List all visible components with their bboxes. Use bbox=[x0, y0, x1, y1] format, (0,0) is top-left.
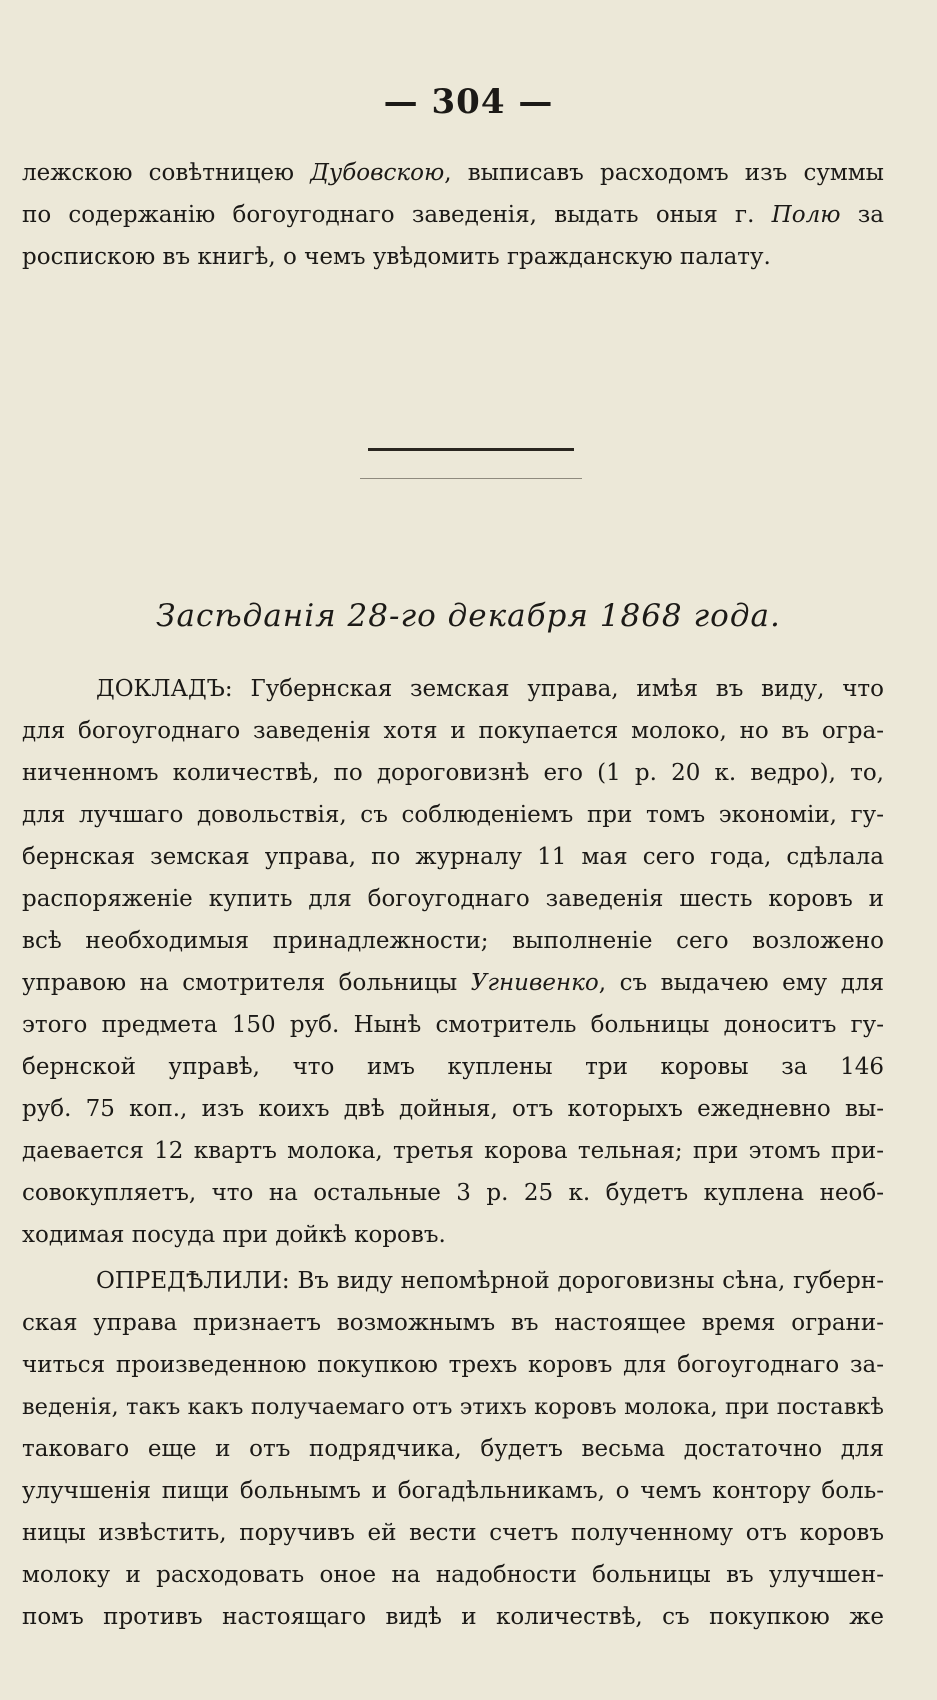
text-line bbox=[22, 1260, 884, 1302]
text-run: по содержанію богоугоднаго заведенія, выдать оныя г. bbox=[22, 202, 772, 228]
text-line bbox=[22, 668, 884, 710]
text-line bbox=[22, 1172, 884, 1214]
italic-name: Дубовскою bbox=[310, 160, 445, 186]
text-line bbox=[22, 1214, 884, 1256]
text-run: молоку и расходовать оное на надобности больницы въ улучшен- bbox=[22, 1562, 884, 1588]
text-line bbox=[22, 1004, 884, 1046]
preceding-text bbox=[22, 152, 884, 278]
text-line bbox=[22, 1088, 884, 1130]
text-line bbox=[22, 710, 884, 752]
text-line bbox=[22, 1470, 884, 1512]
text-line bbox=[22, 836, 884, 878]
text-line bbox=[22, 1344, 884, 1386]
text-line bbox=[22, 152, 884, 194]
text-run: бернской управѣ, что имъ куплены три коровы за 146 bbox=[22, 1054, 884, 1080]
text-line bbox=[22, 1386, 884, 1428]
section-divider-thin bbox=[360, 478, 582, 479]
text-run: этого предмета 150 руб. Нынѣ смотритель больницы доноситъ гу- bbox=[22, 1012, 884, 1038]
text-run: бернская земская управа, по журналу 11 мая сего года, сдѣлала bbox=[22, 844, 884, 870]
text-run: ОПРЕДѢЛИЛИ: Въ виду непомѣрной дороговизны сѣна, губерн- bbox=[96, 1268, 884, 1294]
text-run: , съ выдачею ему для bbox=[598, 970, 884, 996]
text-line bbox=[22, 236, 884, 278]
text-run: для богоугоднаго заведенія хотя и покупается молоко, но въ огра- bbox=[22, 718, 884, 744]
text-run: ская управа признаетъ возможнымъ въ настоящее время ограни- bbox=[22, 1310, 884, 1336]
text-run: за bbox=[840, 202, 884, 228]
text-run: совокупляетъ, что на остальные 3 р. 25 к. будетъ куплена необ- bbox=[22, 1180, 884, 1206]
italic-name: Угнивенко bbox=[470, 970, 599, 996]
text-run: роспискою въ книгѣ, о чемъ увѣдомить гражданскую палату. bbox=[22, 244, 771, 270]
text-run: веденія, такъ какъ получаемаго отъ этихъ коровъ молока, при поставкѣ bbox=[22, 1394, 884, 1420]
text-line bbox=[22, 752, 884, 794]
session-title: Засѣданія 28-го декабря 1868 года. bbox=[156, 598, 781, 634]
text-run: управою на смотрителя больницы bbox=[22, 970, 471, 996]
text-run: ниченномъ количествѣ, по дороговизнѣ его (1 р. 20 к. ведро), то, bbox=[22, 760, 884, 786]
text-run: ДОКЛАДЪ: Губернская земская управа, имѣя въ виду, что bbox=[96, 676, 884, 702]
text-run: всѣ необходимыя принадлежности; выполненіе сего возложено bbox=[22, 928, 884, 954]
text-run: помъ противъ настоящаго видѣ и количествѣ, съ покупкою же bbox=[22, 1604, 884, 1630]
text-line bbox=[22, 1428, 884, 1470]
text-run: даевается 12 квартъ молока, третья корова тельная; при этомъ при- bbox=[22, 1138, 884, 1164]
text-line bbox=[22, 920, 884, 962]
page-number: — 304 — bbox=[383, 82, 554, 122]
text-line bbox=[22, 1046, 884, 1088]
text-line bbox=[22, 1512, 884, 1554]
text-line bbox=[22, 878, 884, 920]
text-run: ницы извѣстить, поручивъ ей вести счетъ полученному отъ коровъ bbox=[22, 1520, 884, 1546]
text-line bbox=[22, 1130, 884, 1172]
text-line bbox=[22, 1596, 884, 1638]
report-paragraph bbox=[22, 668, 884, 1256]
text-run: распоряженіе купить для богоугоднаго заведенія шесть коровъ и bbox=[22, 886, 884, 912]
text-run: , выписавъ расходомъ изъ суммы bbox=[444, 160, 884, 186]
text-line bbox=[22, 794, 884, 836]
text-run: улучшенія пищи больнымъ и богадѣльникамъ, о чемъ контору боль- bbox=[22, 1478, 884, 1504]
text-run: таковаго еще и отъ подрядчика, будетъ весьма достаточно для bbox=[22, 1436, 884, 1462]
text-line bbox=[22, 962, 884, 1004]
resolution-paragraph bbox=[22, 1260, 884, 1638]
text-run: ходимая посуда при дойкѣ коровъ. bbox=[22, 1222, 446, 1248]
text-run: для лучшаго довольствія, съ соблюденіемъ при томъ экономіи, гу- bbox=[22, 802, 884, 828]
text-run: читься произведенною покупкою трехъ коровъ для богоугоднаго за- bbox=[22, 1352, 884, 1378]
italic-name: Полю bbox=[771, 202, 841, 228]
section-divider bbox=[368, 448, 574, 451]
text-line bbox=[22, 1302, 884, 1344]
text-line bbox=[22, 1554, 884, 1596]
text-run: лежскою совѣтницею bbox=[22, 160, 311, 186]
text-line bbox=[22, 194, 884, 236]
text-run: руб. 75 коп., изъ коихъ двѣ дойныя, отъ которыхъ ежедневно вы- bbox=[22, 1096, 884, 1122]
